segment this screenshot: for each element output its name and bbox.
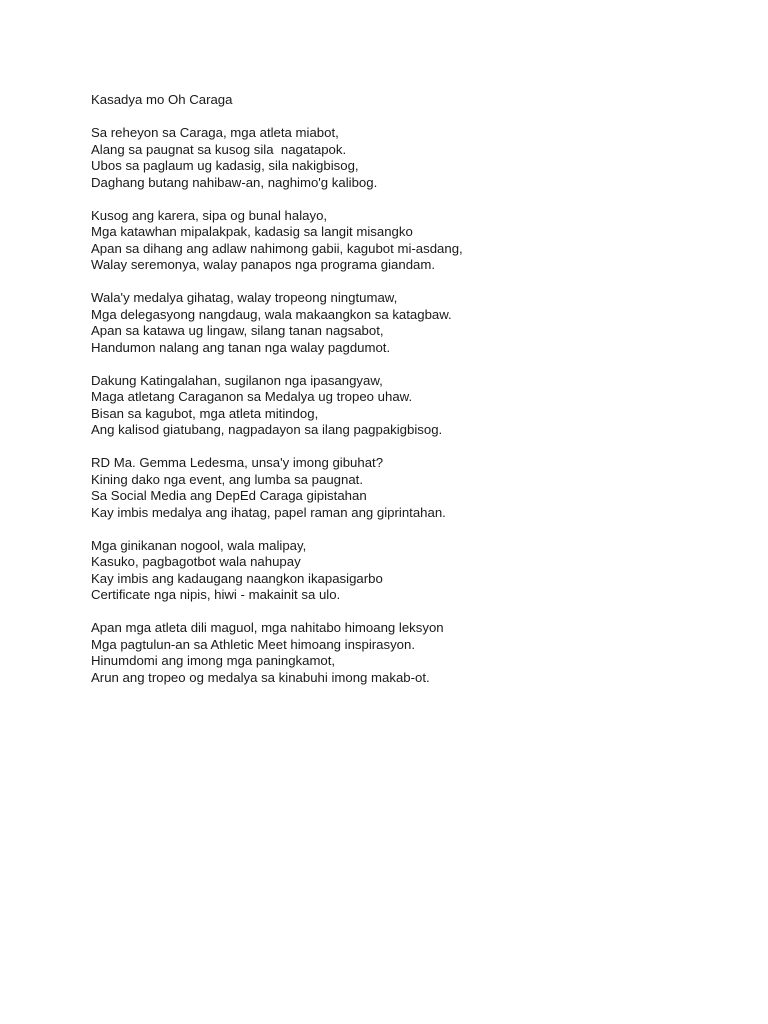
poem-line: Walay seremonya, walay panapos nga programa giandam. (91, 257, 436, 272)
poem-line: Apan sa dihang ang adlaw nahimong gabii, kagubot mi-asdang, (91, 240, 463, 256)
poem-line: Kusog ang karera, sipa og bunal halayo, (91, 207, 328, 223)
poem-line: Kay imbis medalya ang ihatag, papel raman ang giprintahan. (91, 504, 446, 520)
poem-line: Mga pagtulun-an sa Athletic Meet himoang inspirasyon. (91, 636, 416, 652)
poem-line: Ang kalisod giatubang, nagpadayon sa ilang pagpakigbisog. (91, 422, 443, 437)
poem-line: Maga atletang Caraganon sa Medalya ug tropeo uhaw. (91, 389, 413, 404)
poem-line: Sa reheyon sa Caraga, mga atleta miabot, (91, 125, 339, 140)
poem-line: Mga ginikanan nogool, wala malipay, (91, 537, 307, 553)
poem-line: Ubos sa paglaum ug kadasig, sila nakigbisog, (91, 158, 359, 173)
poem-line: Dakung Katingalahan, sugilanon nga ipasangyaw, (91, 372, 383, 388)
poem-title: Kasadya mo Oh Caraga (91, 92, 233, 107)
poem-line: Mga katawhan mipalakpak, kadasig sa langit misangko (91, 224, 413, 239)
poem-line: Bisan sa kagubot, mga atleta mitindog, (91, 405, 319, 421)
stanza-6 (91, 538, 731, 604)
stanza-3 (91, 290, 731, 356)
poem-line: Apan sa katawa ug lingaw, silang tanan nagsabot, (91, 323, 384, 338)
stanza-4 (91, 373, 731, 439)
poem-line: Kining dako nga event, ang lumba sa paugnat. (91, 471, 364, 487)
stanza-7 (91, 620, 731, 686)
stanza-1 (91, 125, 731, 191)
poem-line: Sa Social Media ang DepEd Caraga gipistahan (91, 488, 367, 503)
poem-line: Daghang butang nahibaw-an, naghimo'g kalibog. (91, 174, 378, 190)
poem-line: Wala'y medalya gihatag, walay tropeong ningtumaw, (91, 290, 398, 305)
poem-line: Certificate nga nipis, hiwi - makainit sa ulo. (91, 587, 341, 602)
poem-line: Hinumdomi ang imong mga paningkamot, (91, 653, 336, 668)
poem-line: Apan mga atleta dili maguol, mga nahitabo himoang leksyon (91, 620, 444, 635)
poem-line: Handumon nalang ang tanan nga walay pagdumot. (91, 339, 391, 355)
poem-line: Kay imbis ang kadaugang naangkon ikapasigarbo (91, 570, 383, 586)
poem-body (91, 92, 731, 703)
poem-line: Kasuko, pagbagotbot wala nahupay (91, 554, 301, 569)
poem-line: RD Ma. Gemma Ledesma, unsa'y imong gibuhat? (91, 455, 384, 470)
poem-line: Arun ang tropeo og medalya sa kinabuhi imong makab-ot. (91, 669, 430, 685)
poem-line: Mga delegasyong nangdaug, wala makaangkon sa katagbaw. (91, 306, 452, 322)
poem-line: Alang sa paugnat sa kusog sila nagatapok. (91, 141, 347, 157)
stanza-5 (91, 455, 731, 521)
stanza-2 (91, 208, 731, 274)
